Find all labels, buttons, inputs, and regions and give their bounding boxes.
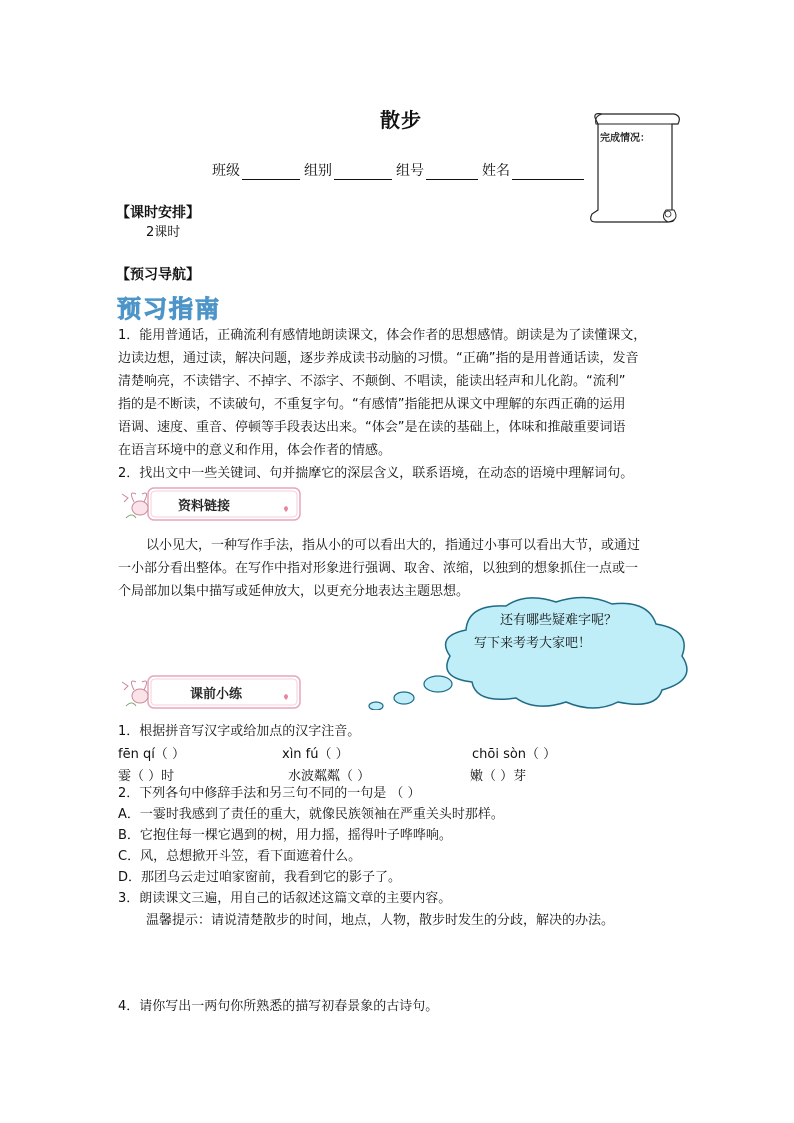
preview-paragraph <box>118 324 678 485</box>
student-info-line <box>212 160 588 180</box>
preview-line: 边读边想，通过读，解决问题，逐步养成读书动脑的习惯。“正确”指的是用普通话读，发音 <box>118 351 639 366</box>
group-label: 组别 <box>304 163 332 179</box>
preview-line: 指的是不断读，不读破句，不重复字句。“有感情”指能把从课文中理解的东西正确的运用 <box>118 397 626 412</box>
number-blank[interactable] <box>426 165 478 180</box>
char-item: 水波粼粼（ ） <box>288 769 371 784</box>
class-blank[interactable] <box>242 165 300 180</box>
scroll-icon <box>582 110 686 226</box>
preview-line: 2．找出文中一些关键词、句并揣摩它的深层含义，联系语境，在动态的语境中理解词句。 <box>118 466 634 481</box>
option-d: D．那团乌云走过咱家窗前，我看到它的影子了。 <box>118 870 402 885</box>
class-label: 班级 <box>212 163 240 179</box>
question-2: 2．下列各句中修辞手法和另三句不同的一句是 （ ） <box>118 786 421 801</box>
bunny-icon <box>122 681 148 706</box>
practice-banner <box>118 672 304 712</box>
scroll-label: 完成情况： <box>600 133 650 144</box>
schedule-heading: 【课时安排】 <box>116 205 200 221</box>
pinyin-item: fēn qí（ ） <box>118 747 185 762</box>
link-banner-label: 资料链接 <box>178 499 231 514</box>
option-b: B．它抱住每一棵它遇到的树，用力摇，摇得叶子哗哗响。 <box>118 828 452 843</box>
page-title: 散步 <box>380 108 422 132</box>
char-item: 嫩（ ）芽 <box>470 769 527 784</box>
pinyin-row <box>118 743 556 762</box>
practice-banner-label: 课前小练 <box>190 687 243 702</box>
char-item: 霎（ ）时 <box>118 769 175 784</box>
question-1: 1．根据拼音写汉字或给加点的汉字注音。 <box>118 724 361 739</box>
preview-line: 清楚响亮，不读错字、不掉字、不添字、不颠倒、不唱读，能读出轻声和儿化韵。“流利” <box>118 374 626 389</box>
schedule-text: 2课时 <box>146 225 181 240</box>
preview-guide-title: 预习指南 <box>117 294 221 323</box>
link-banner <box>118 484 304 524</box>
question-4: 4．请你写出一两句你所熟悉的描写初春景象的古诗句。 <box>118 999 439 1014</box>
preview-line: 在语言环境中的意义和作用，体会作者的情感。 <box>118 443 392 458</box>
option-c: C．风，总想掀开斗笠，看下面遮着什么。 <box>118 849 362 864</box>
number-label: 组号 <box>396 163 424 179</box>
cloud-line-1: 还有哪些疑难字呢？ <box>500 613 618 628</box>
name-label: 姓名 <box>482 163 510 179</box>
pinyin-item: chōi sòn（ ） <box>472 747 557 762</box>
bunny-icon <box>122 493 148 518</box>
link-line: 一小部分看出整体。在写作中指对形象进行强调、取舍、浓缩，以独到的想象抓住一点或一 <box>118 561 639 576</box>
name-blank[interactable] <box>512 165 584 180</box>
preview-line: 语调、速度、重音、停顿等手段表达出来。“体会”是在读的基础上，体味和推敲重要词语 <box>118 420 626 435</box>
pinyin-item: xìn fú（ ） <box>282 747 349 762</box>
link-line: 以小见大，一种写作手法，指从小的可以看出大的，指通过小事可以看出大节，或通过 <box>146 538 641 553</box>
cloud-line-2: 写下来考考大家吧！ <box>474 636 592 651</box>
preview-heading: 【预习导航】 <box>116 267 200 283</box>
link-line: 个局部加以集中描写或延伸放大，以更充分地表达主题思想。 <box>118 584 470 599</box>
question-3: 3．朗读课文三遍，用自己的话叙述这篇文章的主要内容。 <box>118 891 452 906</box>
option-a: A．一霎时我感到了责任的重大，就像民族领袖在严重关头时那样。 <box>118 807 504 822</box>
preview-line: 1．能用普通话，正确流利有感情地朗读课文，体会作者的思想感情。朗读是为了读懂课文， <box>118 328 647 343</box>
group-blank[interactable] <box>334 165 392 180</box>
question-3-tip: 温馨提示：请说清楚散步的时间，地点，人物，散步时发生的分歧，解决的办法。 <box>146 913 615 928</box>
